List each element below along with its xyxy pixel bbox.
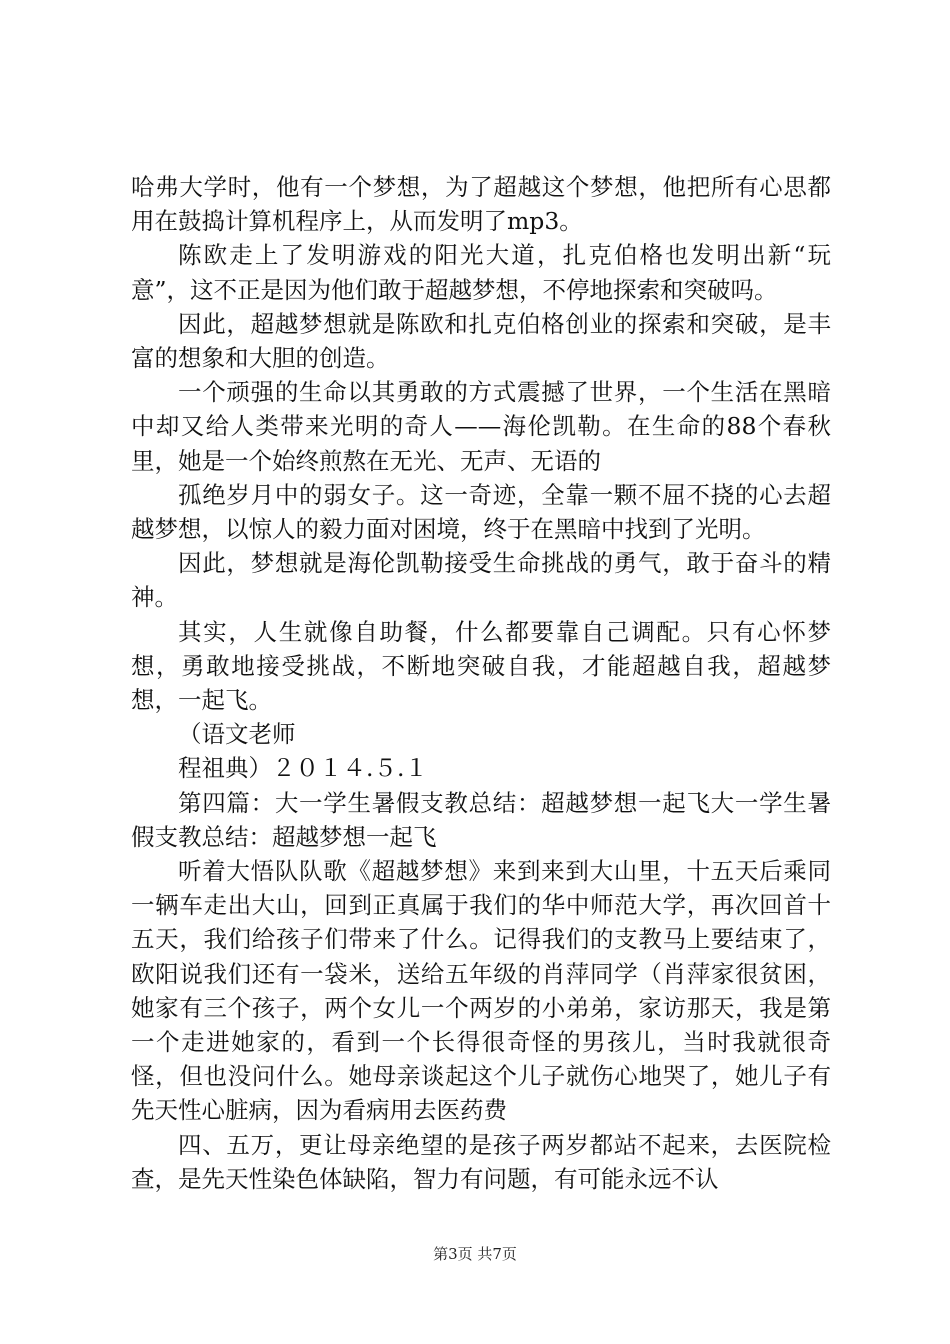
paragraph-4: 一个顽强的生命以其勇敢的方式震撼了世界，一个生活在黑暗中却又给人类带来光明的奇人——海伦凯勒。在生命的88个春秋里，她是一个始终煎熬在无光、无声、无语的 xyxy=(131,378,831,475)
paragraph-1: 哈弗大学时，他有一个梦想，为了超越这个梦想，他把所有心思都用在鼓捣计算机程序上，从而发明了mp3。 xyxy=(131,173,831,236)
paragraph-5: 孤绝岁月中的弱女子。这一奇迹，全靠一颗不屈不挠的心去超越梦想，以惊人的毅力面对困境，终于在黑暗中找到了光明。 xyxy=(131,480,831,544)
section-heading: 第四篇：大一学生暑假支教总结：超越梦想一起飞大一学生暑假支教总结：超越梦想一起飞 xyxy=(131,788,831,851)
paragraph-9: 四、五万，更让母亲绝望的是孩子两岁都站不起来，去医院检查，是先天性染色体缺陷，智力有问题，有可能永远不认 xyxy=(131,1130,831,1193)
paragraph-8: 听着大悟队队歌《超越梦想》来到来到大山里，十五天后乘同一辆车走出大山，回到正真属于我们的华中师范大学，再次回首十五天，我们给孩子们带来了什么。记得我们的支教马上要结束了，欧阳说我们还有一袋米，送给五年级的肖萍同学（肖萍家很贫困，她家有三个孩子，两个女儿一个两岁的小弟弟，家访那天，我是第一个走进她家的，看到一个长得很奇怪的男孩儿，当时我就很奇怪，但也没问什么。她母亲谈起这个儿子就伤心地哭了，她儿子有先天性心脏病，因为看病用去医药费 xyxy=(131,857,831,1125)
paragraph-2: 陈欧走上了发明游戏的阳光大道，扎克伯格也发明出新“玩意”，这不正是因为他们敢于超越梦想，不停地探索和突破吗。 xyxy=(131,241,831,304)
document-body xyxy=(131,170,831,1196)
page-footer: 第3页 共7页 xyxy=(433,1245,517,1263)
paragraph-3: 因此，超越梦想就是陈欧和扎克伯格创业的探索和突破，是丰富的想象和大胆的创造。 xyxy=(131,309,831,373)
paragraph-6: 因此，梦想就是海伦凯勒接受生命挑战的勇气，敢于奋斗的精神。 xyxy=(131,549,831,612)
signature-line-2: 程祖典）２０１４.５.１ xyxy=(178,754,428,783)
paragraph-7: 其实，人生就像自助餐，什么都要靠自己调配。只有心怀梦想，勇敢地接受挑战，不断地突破自我，才能超越自我，超越梦想，一起飞。 xyxy=(131,617,831,715)
signature-line-1: （语文老师 xyxy=(178,720,296,749)
